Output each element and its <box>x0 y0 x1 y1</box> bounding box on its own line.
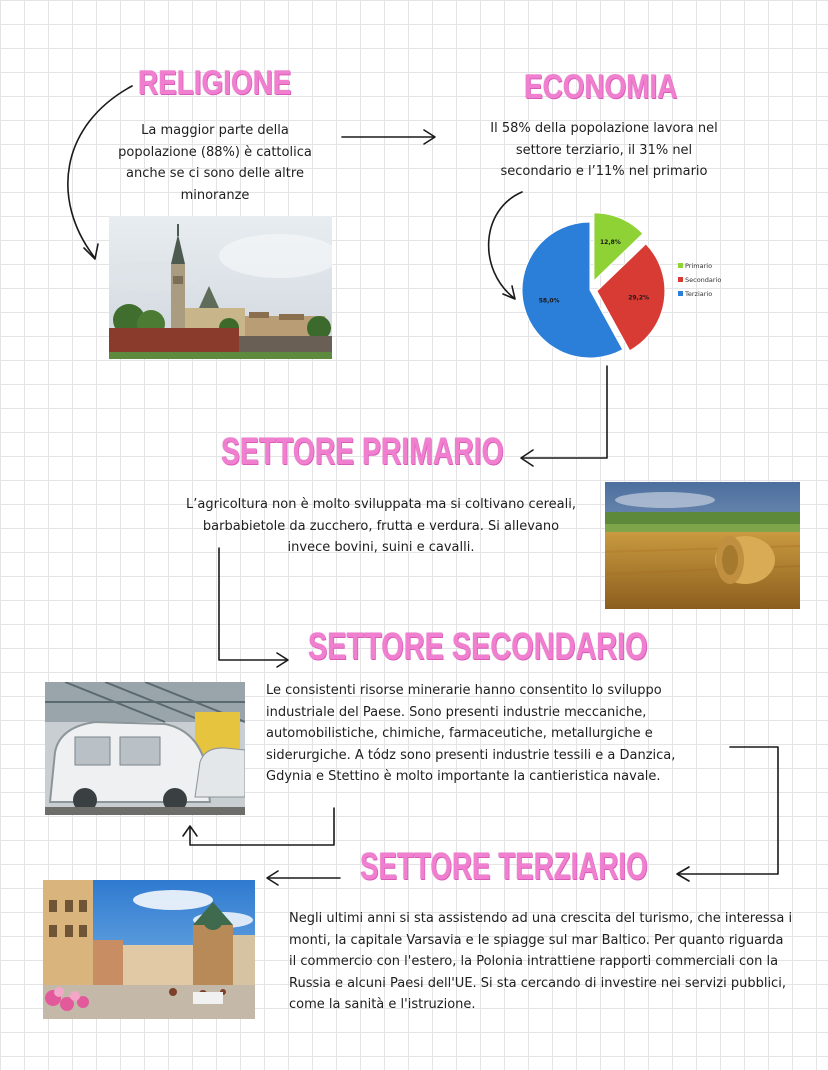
economia-title: ECONOMIA <box>524 68 678 106</box>
terziario-text: Negli ultimi anni si sta assistendo ad una crescita del turismo, che interessa i monti, la capitale Varsavia e le spiagge sul mar Baltico. Per quanto riguarda il commercio con l'estero, la Polonia intrattiene rapporti commerciali con la Russia e alcuni Paesi dell'UE. Si sta cercando di investire nei servizi pubblici, come la sanità e l'istruzione. <box>289 911 793 1012</box>
legend-label-secondario: Secondario <box>685 276 722 284</box>
primario-text: L’agricoltura non è molto sviluppata ma si coltivano cereali, barbabietole da zucchero, frutta e verdura. Si allevano invece bovini, suini e cavalli. <box>186 497 576 555</box>
pie-label-terziario: 58,0% <box>538 297 560 305</box>
settore-terziario-title: SETTORE TERZIARIO <box>360 846 648 888</box>
secondario-text: Le consistenti risorse minerarie hanno consentito lo sviluppo industriale del Paese. Sono presenti industrie meccaniche, automobilistiche, chimiche, farmaceutiche, metallurgiche e siderurgiche. A tódz sono presenti industrie tessili e a Danzica, Gdynia e Stettino è molto importante la cantieristica navale. <box>266 683 676 784</box>
religione-text: La maggior parte della popolazione (88%) è cattolica anche se ci sono delle altre minoranze <box>118 123 312 203</box>
settore-secondario-title: SETTORE SECONDARIO <box>308 626 648 668</box>
legend-label-terziario: Terziario <box>685 290 713 298</box>
legend-label-primario: Primario <box>685 262 713 270</box>
pie-label-secondario: 29,2% <box>628 294 650 302</box>
pie-label-primario: 12,8% <box>600 239 621 247</box>
settore-primario-title: SETTORE PRIMARIO <box>221 431 504 473</box>
religione-title: RELIGIONE <box>138 64 292 102</box>
economia-text: Il 58% della popolazione lavora nel settore terziario, il 31% nel secondario e l’11% nel primario <box>490 121 718 179</box>
